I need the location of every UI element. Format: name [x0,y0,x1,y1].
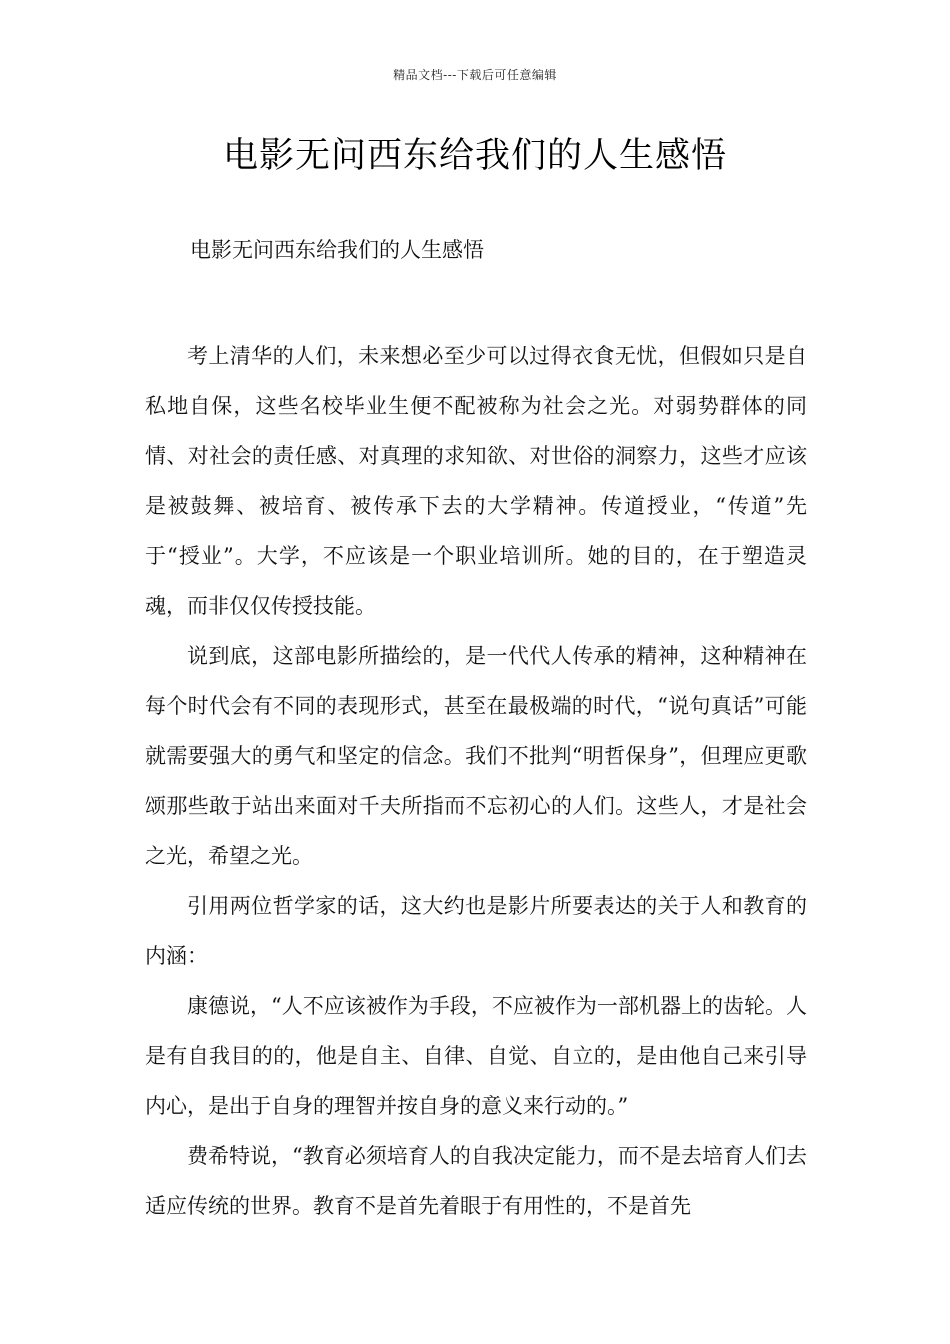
document-body [145,331,807,1231]
document-subtitle: 电影无问西东给我们的人生感悟 [190,238,484,262]
header-note: 精品文档---下载后可任意编辑 [393,68,557,82]
paragraph: 康德说，“人不应该被作为手段，不应被作为一部机器上的齿轮。人是有自我目的的，他是自主、自律、自觉、自立的，是由他自己来引导内心，是出于自身的理智并按自身的意义来行动的。” [145,994,807,1118]
paragraph: 引用两位哲学家的话，这大约也是影片所要表达的关于人和教育的内涵： [145,894,807,968]
paragraph: 费希特说，“教育必须培育人的自我决定能力，而不是去培育人们去适应传统的世界。教育不是首先着眼于有用性的，不是首先 [145,1144,807,1218]
paragraph: 考上清华的人们，未来想必至少可以过得衣食无忧，但假如只是自私地自保，这些名校毕业生便不配被称为社会之光。对弱势群体的同情、对社会的责任感、对真理的求知欲、对世俗的洞察力，这些才应该是被鼓舞、被培育、被传承下去的大学精神。传道授业，“传道”先于“授业”。大学，不应该是一个职业培训所。她的目的，在于塑造灵魂，而非仅仅传授技能。 [145,344,807,618]
paragraph: 说到底，这部电影所描绘的，是一代代人传承的精神，这种精神在每个时代会有不同的表现形式，甚至在最极端的时代，“说句真话”可能就需要强大的勇气和坚定的信念。我们不批判“明哲保身”，但理应更歌颂那些敢于站出来面对千夫所指而不忘初心的人们。这些人，才是社会之光，希望之光。 [145,644,807,868]
document-title: 电影无问西东给我们的人生感悟 [222,136,727,176]
